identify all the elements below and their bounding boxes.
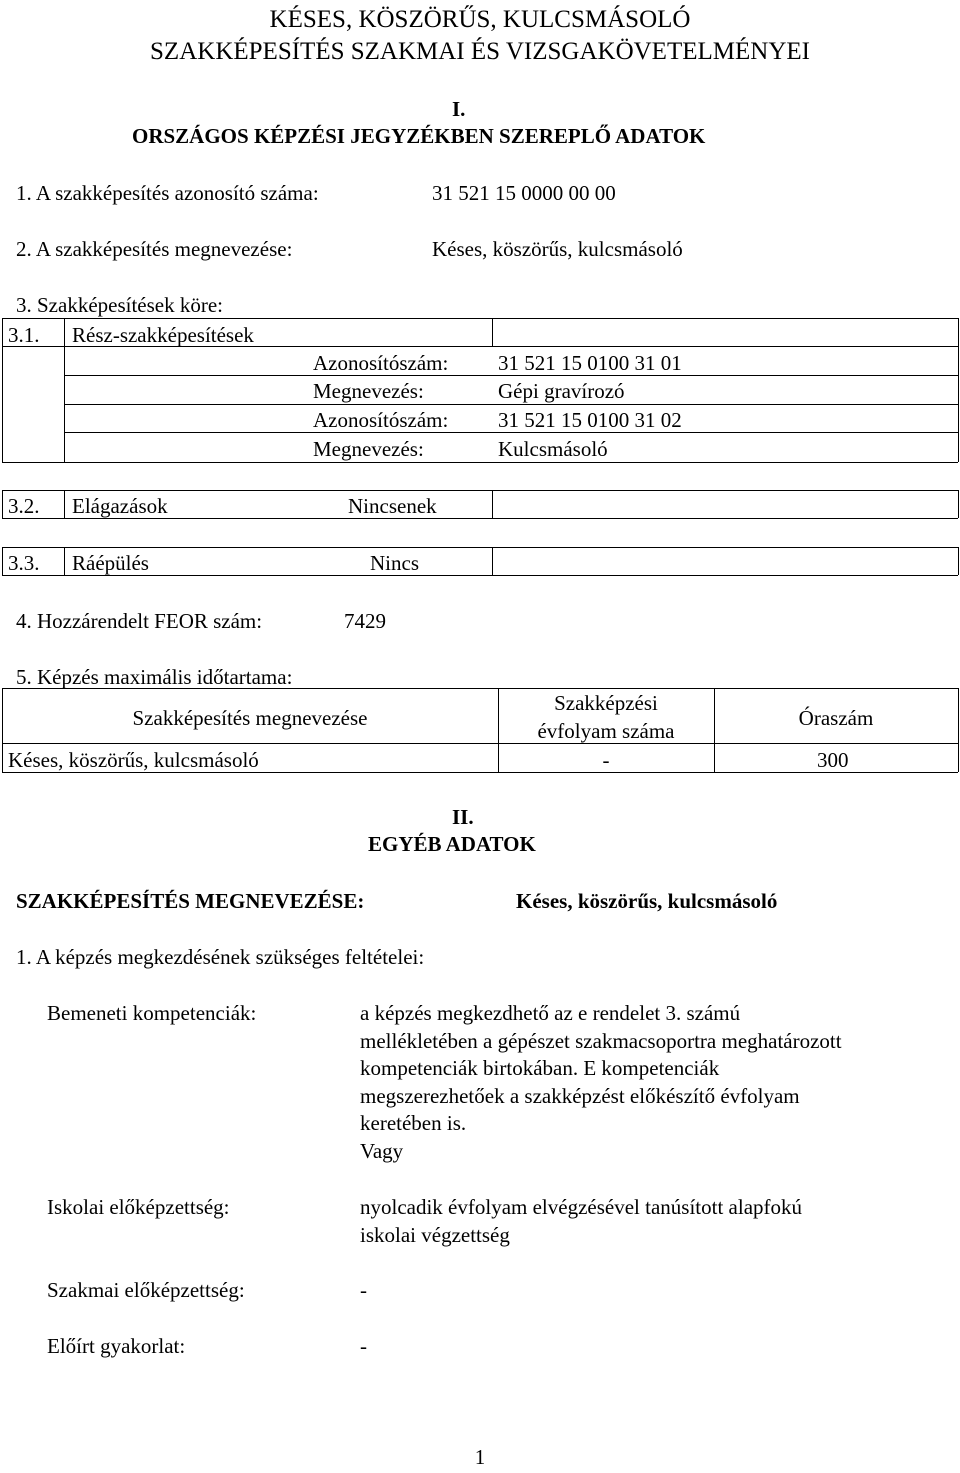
part1-heading: ORSZÁGOS KÉPZÉSI JEGYZÉKBEN SZEREPLŐ ADATOK [132,124,706,148]
sub31-row3-key: Azonosítószám: [313,408,449,432]
sub32-number: 3.2. [8,494,40,518]
sub31-row1-key: Azonosítószám: [313,351,449,375]
sub31-row4-key: Megnevezés: [313,437,424,461]
item4-label: 4. Hozzárendelt FEOR szám: [16,609,263,633]
page-number: 1 [474,1445,486,1469]
qualification-label: SZAKKÉPESÍTÉS MEGNEVEZÉSE: [16,889,365,913]
sub32-label: Elágazások [72,494,168,518]
required-practice-label: Előírt gyakorlat: [47,1334,186,1358]
professional-education-value: - [360,1278,367,1302]
school-education-line2: iskolai végzettség [360,1223,510,1247]
item5-label: 5. Képzés maximális időtartama: [16,665,293,689]
sub33-value: Nincs [370,551,419,575]
sub33-label: Ráépülés [72,551,149,575]
input-competencies-line1: a képzés megkezdhető az e rendelet 3. számú [360,1001,741,1025]
sub31-row1-value: 31 521 15 0100 31 01 [498,351,682,375]
table-cell-hours: 300 [817,748,849,772]
table-cell-name: Késes, köszörűs, kulcsmásoló [8,748,259,772]
table-header-name: Szakképesítés megnevezése [132,706,368,730]
table-header-year-line2: évfolyam száma [537,719,675,743]
school-education-line1: nyolcadik évfolyam elvégzésével tanúsított alapfokú [360,1195,803,1219]
required-practice-value: - [360,1334,367,1358]
school-education-label: Iskolai előképzettség: [47,1195,230,1219]
part2-roman: II. [452,805,474,829]
document-title-line1: KÉSES, KÖSZÖRŰS, KULCSMÁSOLÓ [269,6,691,33]
sub31-number: 3.1. [8,323,40,347]
sub31-row2-key: Megnevezés: [313,379,424,403]
part2-heading: EGYÉB ADATOK [368,832,536,856]
sub31-row4-value: Kulcsmásoló [498,437,608,461]
input-competencies-line4: megszerezhetőek a szakképzést előkészítő évfolyam [360,1084,800,1108]
prerequisites-heading: 1. A képzés megkezdésének szükséges feltételei: [16,945,425,969]
sub33-number: 3.3. [8,551,40,575]
table-cell-year: - [602,748,610,772]
table-header-year-line1: Szakképzési [554,691,658,715]
input-competencies-line2: mellékletében a gépészet szakmacsoportra meghatározott [360,1029,842,1053]
qualification-value: Késes, köszörűs, kulcsmásoló [516,889,778,913]
sub31-row2-value: Gépi gravírozó [498,379,625,403]
part1-roman: I. [452,97,466,121]
item1-value: 31 521 15 0000 00 00 [432,181,616,205]
sub31-label: Rész-szakképesítések [72,323,254,347]
item2-value: Késes, köszörűs, kulcsmásoló [432,237,683,261]
input-competencies-label: Bemeneti kompetenciák: [47,1001,257,1025]
item4-value: 7429 [344,609,386,633]
input-competencies-line5: keretében is. [360,1111,467,1135]
item1-label: 1. A szakképesítés azonosító száma: [16,181,319,205]
input-competencies-line6: Vagy [360,1139,404,1163]
sub31-row3-value: 31 521 15 0100 31 02 [498,408,682,432]
table-header-hours: Óraszám [798,706,874,730]
sub32-value: Nincsenek [348,494,437,518]
item3-label: 3. Szakképesítések köre: [16,293,224,317]
professional-education-label: Szakmai előképzettség: [47,1278,245,1302]
item2-label: 2. A szakképesítés megnevezése: [16,237,293,261]
document-title-line2: SZAKKÉPESÍTÉS SZAKMAI ÉS VIZSGAKÖVETELMÉNYEI [150,38,810,65]
input-competencies-line3: kompetenciák birtokában. E kompetenciák [360,1056,720,1080]
